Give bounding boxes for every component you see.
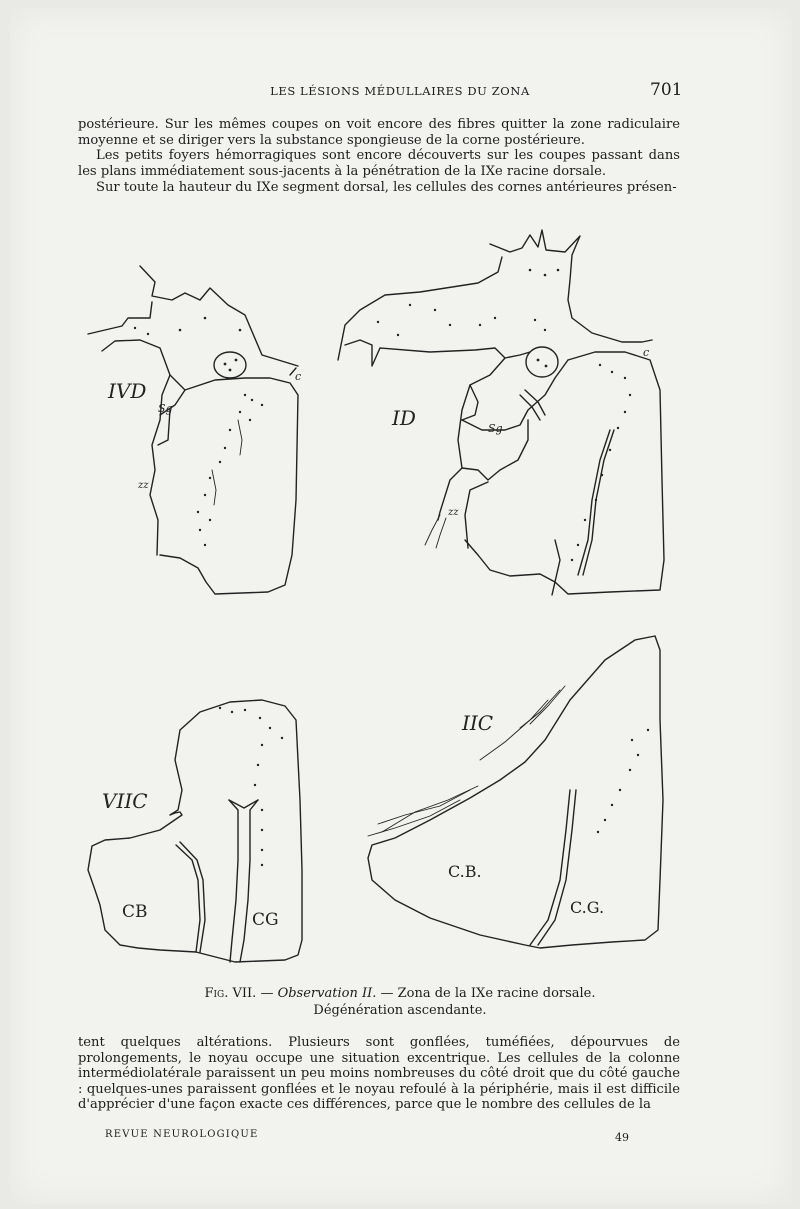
degenerated-fibers [212, 420, 565, 836]
panel-label-vii-c: VIIC [102, 789, 148, 813]
panel-label-ii-c: IIC [462, 711, 494, 735]
region-label-cg-2: C.G. [570, 898, 605, 917]
panel-i-d [338, 230, 664, 595]
paragraph-4: tent quelques altérations. Plusieurs sont gonflées, tuméfiées, dépourvues de prolongements, le noyau occupe une situation excentrique. Les cellules de la colonne intermédiolatérale paraissent un peu moins nombreuses du côté droit que du côté gauche : quelques-unes paraissent gonflées et le noyau refoulé à la périphérie, mais il est difficile d'apprécier d'une façon exacte ces différences, parce que le nombre des cellules de la [78, 1035, 680, 1112]
panel-label-iv-d: IVD [108, 379, 147, 403]
panel-ii-c [368, 636, 663, 948]
panel-label-i-d: ID [392, 406, 416, 430]
region-label-cg-1: CG [252, 910, 279, 930]
region-label-zz-1: zz [138, 480, 149, 491]
caption-dash: — [256, 986, 278, 1001]
region-label-c-1: c [295, 370, 302, 383]
region-label-c-2: c [643, 346, 650, 359]
caption-line-2: Dégénération ascendante. [313, 1003, 487, 1018]
page-number: 701 [650, 80, 683, 100]
paragraph-3: Sur toute la hauteur du IXe segment dorsal, les cellules des cornes antérieures présen- [96, 180, 677, 195]
running-title: LES LÉSIONS MÉDULLAIRES DU ZONA [270, 84, 530, 98]
journal-footer: REVUE NEUROLOGIQUE [105, 1129, 259, 1140]
paragraph-1: postérieure. Sur les mêmes coupes on voit encore des fibres quitter la zone radiculaire moyenne et se diriger vers la substance spongieuse de la corne postérieure. [78, 117, 680, 148]
figure-caption [0, 985, 800, 1019]
region-label-cb-1: CB [122, 902, 148, 922]
paragraph-2: Les petits foyers hémorragiques sont encore découverts sur les coupes passant dans les plans immédiatement sous-jacents à la pénétration de la IXe racine dorsale. [78, 148, 680, 179]
caption-fig-number: Fig. VII. [204, 986, 257, 1001]
caption-text: — Zona de la IXe racine dorsale. [376, 986, 596, 1001]
region-label-zz-2: zz [448, 507, 459, 518]
region-label-sg-1: Sg [158, 402, 173, 415]
signature-mark: 49 [615, 1131, 629, 1144]
region-label-cb-2: C.B. [448, 862, 482, 881]
panel-iv-d [88, 266, 298, 594]
caption-observation: Observation II. [277, 986, 377, 1001]
region-label-sg-2: Sg [488, 422, 503, 435]
